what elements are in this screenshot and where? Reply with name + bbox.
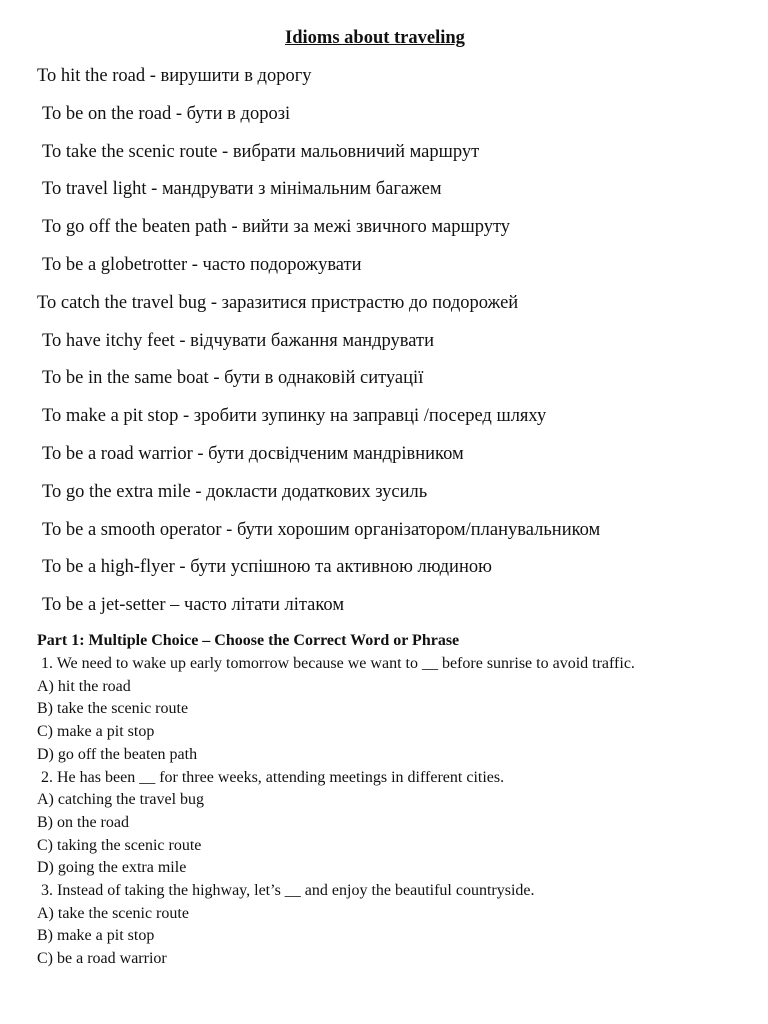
idiom-item: To be in the same boat - бути в однаковій ситуації — [42, 368, 424, 389]
idiom-item: To be a road warrior - бути досвідченим мандрівником — [42, 443, 464, 464]
answer-option: B) take the scenic route — [37, 700, 189, 718]
page-title: Idioms about traveling — [285, 28, 465, 48]
idiom-item: To be a smooth operator - бути хорошим організатором/планувальником — [42, 519, 601, 540]
idiom-item: To go off the beaten path - вийти за межі звичного маршруту — [42, 217, 511, 238]
answer-option: C) make a pit stop — [37, 723, 155, 741]
answer-option: D) going the extra mile — [37, 859, 187, 877]
quiz-section — [37, 630, 737, 971]
idiom-item: To be on the road - бути в дорозі — [42, 103, 291, 124]
question-text: 1. We need to wake up early tomorrow because we want to __ before sunrise to avoid traffic. — [41, 655, 635, 672]
answer-option: C) taking the scenic route — [37, 836, 202, 854]
question-3 — [37, 880, 737, 971]
question-text: 3. Instead of taking the highway, let’s __ and enjoy the beautiful countryside. — [41, 882, 535, 900]
answer-option: B) make a pit stop — [37, 927, 155, 945]
part-heading: Part 1: Multiple Choice – Choose the Correct Word or Phrase — [37, 632, 460, 649]
idiom-item: To go the extra mile - докласти додаткових зусиль — [42, 481, 428, 502]
idiom-item: To hit the road - вирушити в дорогу — [37, 66, 312, 86]
idiom-item: To be a high-flyer - бути успішною та активною людиною — [42, 557, 492, 578]
answer-option: B) on the road — [37, 813, 129, 831]
idiom-item: To be a globetrotter - часто подорожувати — [42, 254, 362, 275]
answer-option: A) catching the travel bug — [37, 791, 205, 809]
idiom-list — [0, 64, 768, 631]
idiom-item: To travel light - мандрувати з мінімальним багажем — [42, 179, 442, 200]
answer-option: C) be a road warrior — [37, 950, 167, 968]
idiom-item: To catch the travel bug - заразитися пристрастю до подорожей — [37, 292, 519, 313]
idiom-item: To take the scenic route - вибрати мальовничий маршрут — [42, 141, 480, 162]
question-text: 2. He has been __ for three weeks, attending meetings in different cities. — [41, 768, 505, 786]
idiom-item: To have itchy feet - відчувати бажання мандрувати — [42, 330, 434, 351]
question-1 — [37, 653, 737, 767]
idiom-item: To make a pit stop - зробити зупинку на заправці /посеред шляху — [42, 406, 547, 427]
answer-option: D) go off the beaten path — [37, 745, 198, 763]
answer-option: A) take the scenic route — [37, 904, 189, 922]
answer-option: A) hit the road — [37, 677, 131, 695]
idiom-item: To be a jet-setter – часто літати літаком — [42, 595, 345, 616]
question-2 — [37, 767, 737, 881]
